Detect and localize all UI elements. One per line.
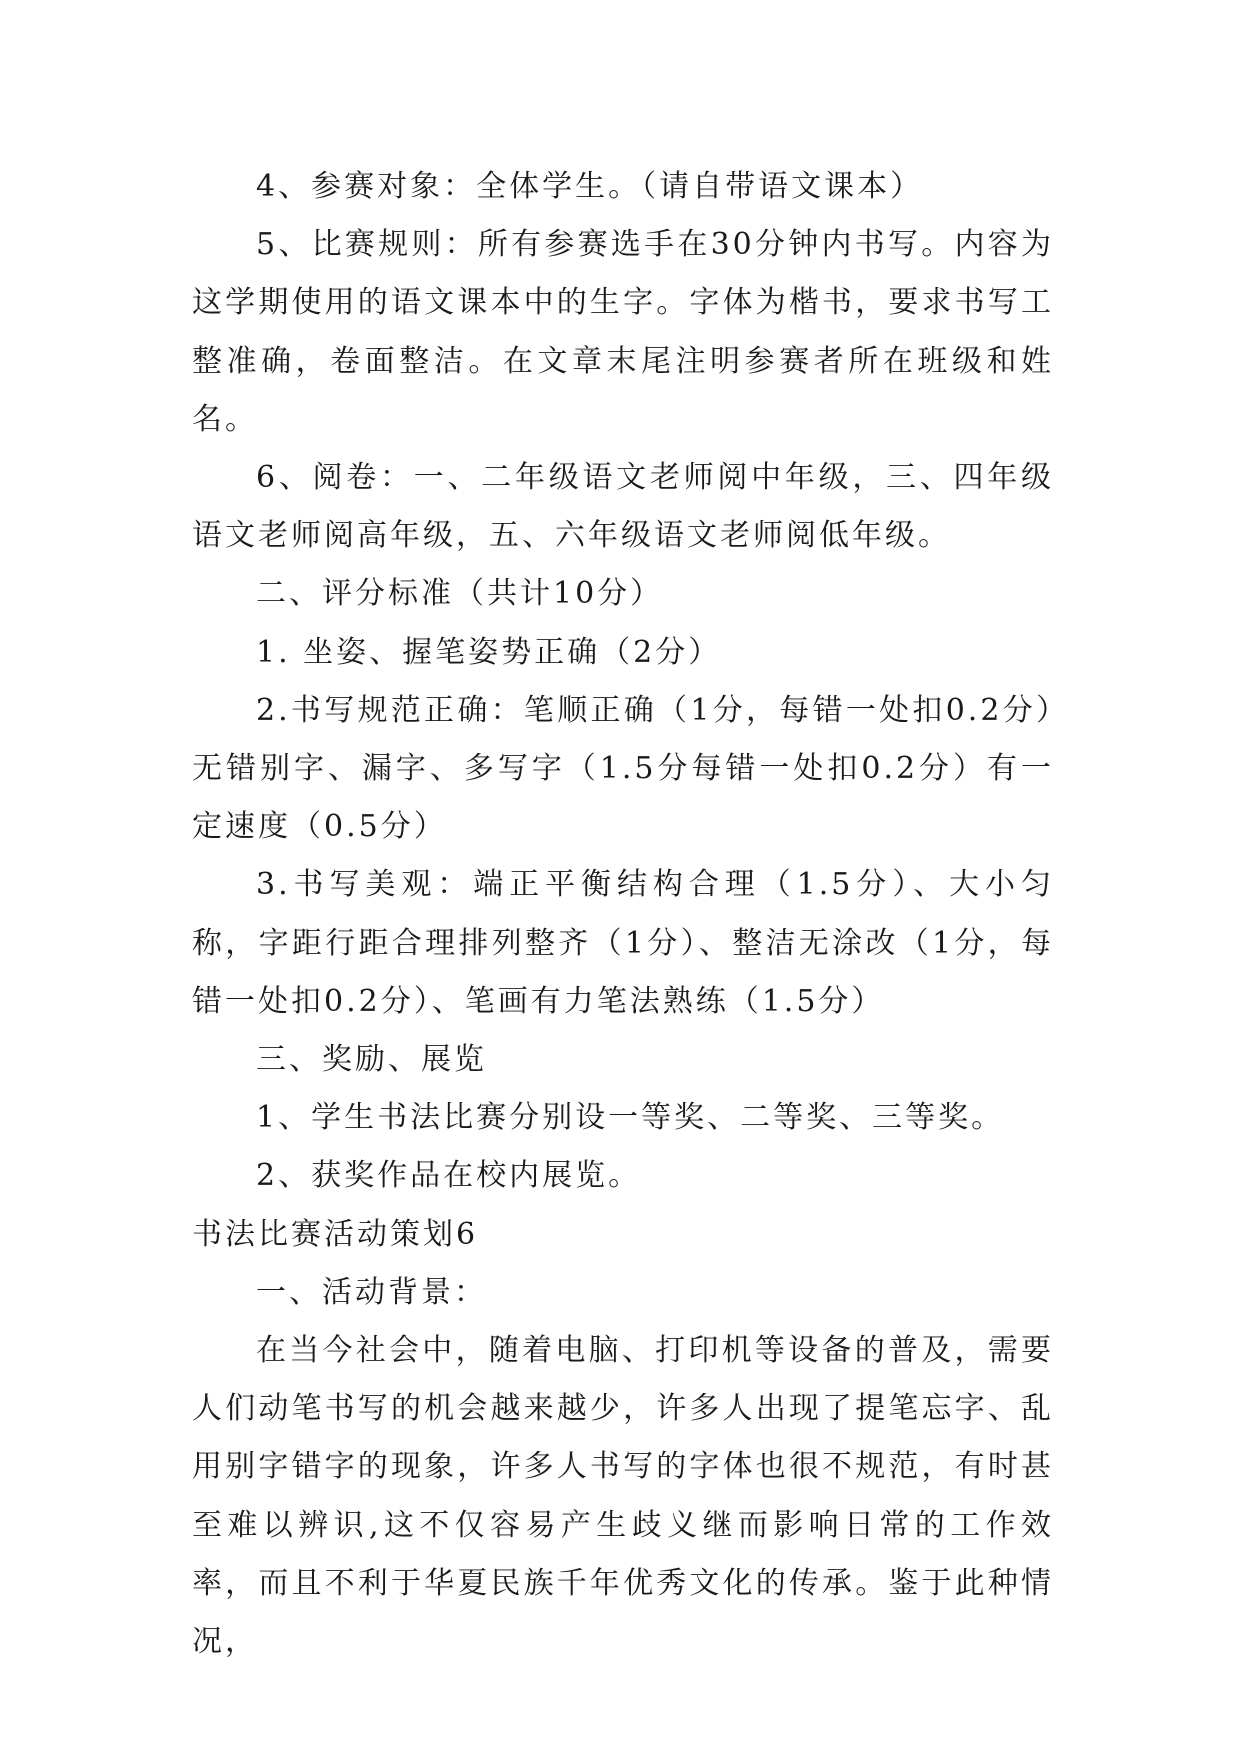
document-body	[192, 158, 1054, 1671]
paragraph-rules: 5、比赛规则：所有参赛选手在30分钟内书写。内容为这学期使用的语文课本中的生字。字体为楷书，要求书写工整准确，卷面整洁。在文章末尾注明参赛者所在班级和姓名。	[192, 227, 1054, 437]
paragraph-writing-standard: 2.书写规范正确：笔顺正确（1分，每错一处扣0.2分）无错别字、漏字、多写字（1.5分每错一处扣0.2分）有一定速度（0.5分）	[192, 692, 1054, 845]
section-heading-scoring: 二、评分标准（共计10分）	[256, 576, 664, 612]
paragraph-posture: 1. 坐姿、握笔姿势正确（2分）	[256, 634, 722, 670]
paragraph-background: 在当今社会中，随着电脑、打印机等设备的普及，需要人们动笔书写的机会越来越少，许多人出现了提笔忘字、乱用别字错字的现象，许多人书写的字体也很不规范，有时甚至难以辨识,这不仅容易产生歧义继而影响日常的工作效率，而且不利于华夏民族千年优秀文化的传承。鉴于此种情况，	[192, 1333, 1054, 1660]
document-title: 书法比赛活动策划6	[192, 1216, 479, 1252]
paragraph-participants: 4、参赛对象：全体学生。（请自带语文课本）	[256, 169, 924, 204]
paragraph-writing-beauty: 3.书写美观：端正平衡结构合理（1.5分）、大小匀称，字距行距合理排列整齐（1分）、整洁无涂改（1分，每错一处扣0.2分）、笔画有力笔法熟练（1.5分）	[192, 867, 1054, 1019]
paragraph-exhibition: 2、获奖作品在校内展览。	[256, 1158, 642, 1194]
paragraph-award-levels: 1、学生书法比赛分别设一等奖、二等奖、三等奖。	[256, 1100, 1005, 1136]
section-heading-background: 一、活动背景：	[256, 1274, 487, 1310]
section-heading-awards: 三、奖励、展览	[256, 1042, 487, 1078]
paragraph-grading: 6、阅卷：一、二年级语文老师阅中年级，三、四年级语文老师阅高年级，五、六年级语文老师阅低年级。	[192, 460, 1054, 554]
